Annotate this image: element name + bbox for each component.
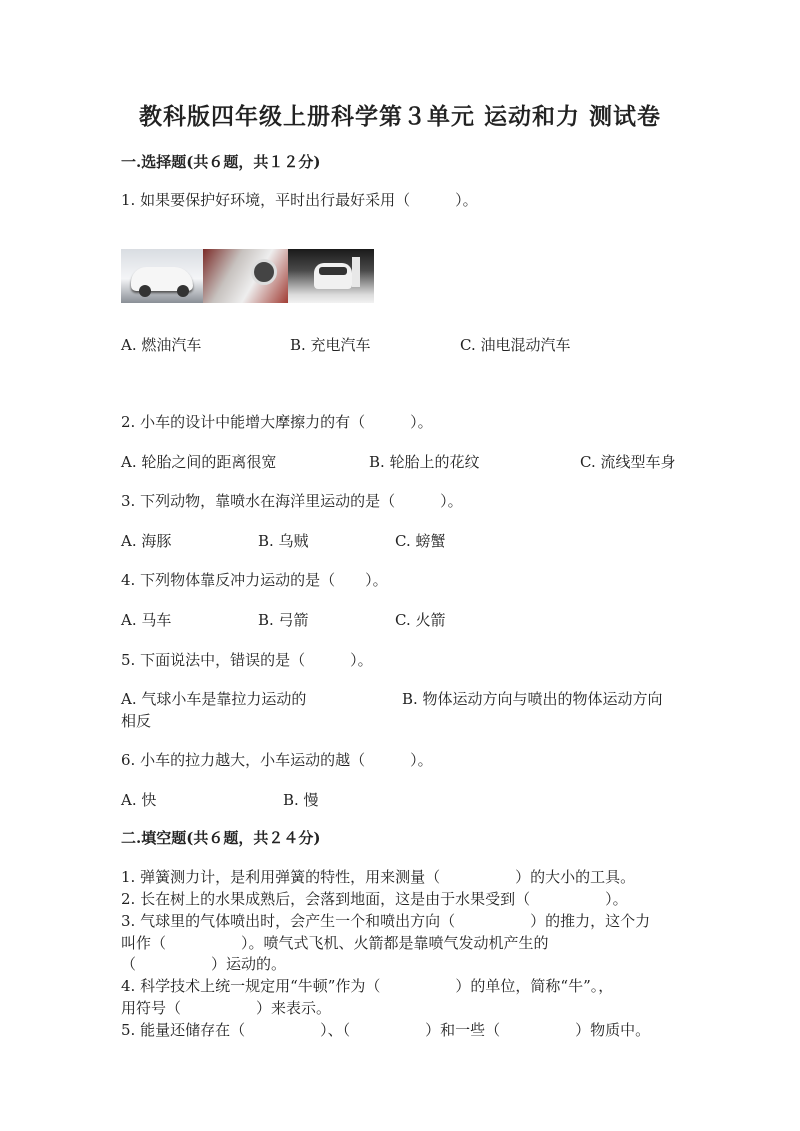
fill-line-3-end: （ ）运动的。 [121,955,287,973]
q4-option-c: C. 火箭 [395,611,446,629]
question-4: 4. 下列物体靠反冲力运动的是（ ）。 [121,571,388,589]
q5-option-b: B. 物体运动方向与喷出的物体运动方向 [402,690,663,708]
fill-line-4-cont: 用符号（ ）来表示。 [121,999,332,1017]
q1-option-a: A. 燃油汽车 [121,336,202,354]
question-5: 5. 下面说法中，错误的是（ ）。 [121,651,373,669]
q6-option-a: A. 快 [121,791,157,809]
fill-line-1: 1. 弹簧测力计，是利用弹簧的特性，用来测量（ ）的大小的工具。 [121,868,636,886]
q2-option-a: A. 轮胎之间的距离很宽 [121,453,277,471]
fill-line-5: 5. 能量还储存在（ ）、（ ）和一些（ ）物质中。 [121,1021,651,1039]
fill-line-3: 3. 气球里的气体喷出时，会产生一个和喷出方向（ ）的推力，这个力 [121,912,651,930]
q2-option-b: B. 轮胎上的花纹 [369,453,480,471]
q3-option-b: B. 乌贼 [258,532,309,550]
section-heading-fill: 二.填空题(共６题，共２４分) [121,829,321,847]
question-1: 1. 如果要保护好环境，平时出行最好采用（ ）。 [121,191,478,209]
fill-line-3-cont: 叫作（ ）。喷气式飞机、火箭都是靠喷气发动机产生的 [121,934,549,952]
q3-option-a: A. 海豚 [121,532,172,550]
question-3: 3. 下列动物，靠喷水在海洋里运动的是（ ）。 [121,492,463,510]
hybrid-car-photo [288,249,374,303]
q5-option-b-continued: 相反 [121,712,152,730]
question-6: 6. 小车的拉力越大，小车运动的越（ ）。 [121,751,433,769]
q2-option-c: C. 流线型车身 [580,453,676,471]
section-heading-choice: 一.选择题(共６题，共１２分) [121,153,321,171]
page-title: 教科版四年级上册科学第３单元 运动和力 测试卷 [138,103,661,130]
q4-option-a: A. 马车 [121,611,172,629]
charging-car-photo [203,249,288,303]
q6-option-b: B. 慢 [283,791,319,809]
q1-option-b: B. 充电汽车 [290,336,371,354]
fuel-car-photo [121,249,203,303]
fill-line-2: 2. 长在树上的水果成熟后，会落到地面，这是由于水果受到（ ）。 [121,890,628,908]
fill-line-4: 4. 科学技术上统一规定用“牛顿”作为（ ）的单位，简称“牛”。， [121,977,614,995]
q4-option-b: B. 弓箭 [258,611,309,629]
q5-option-a: A. 气球小车是靠拉力运动的 [121,690,307,708]
q1-option-c: C. 油电混动汽车 [460,336,571,354]
question-2: 2. 小车的设计中能增大摩擦力的有（ ）。 [121,413,433,431]
q3-option-c: C. 螃蟹 [395,532,446,550]
car-images [121,249,374,303]
